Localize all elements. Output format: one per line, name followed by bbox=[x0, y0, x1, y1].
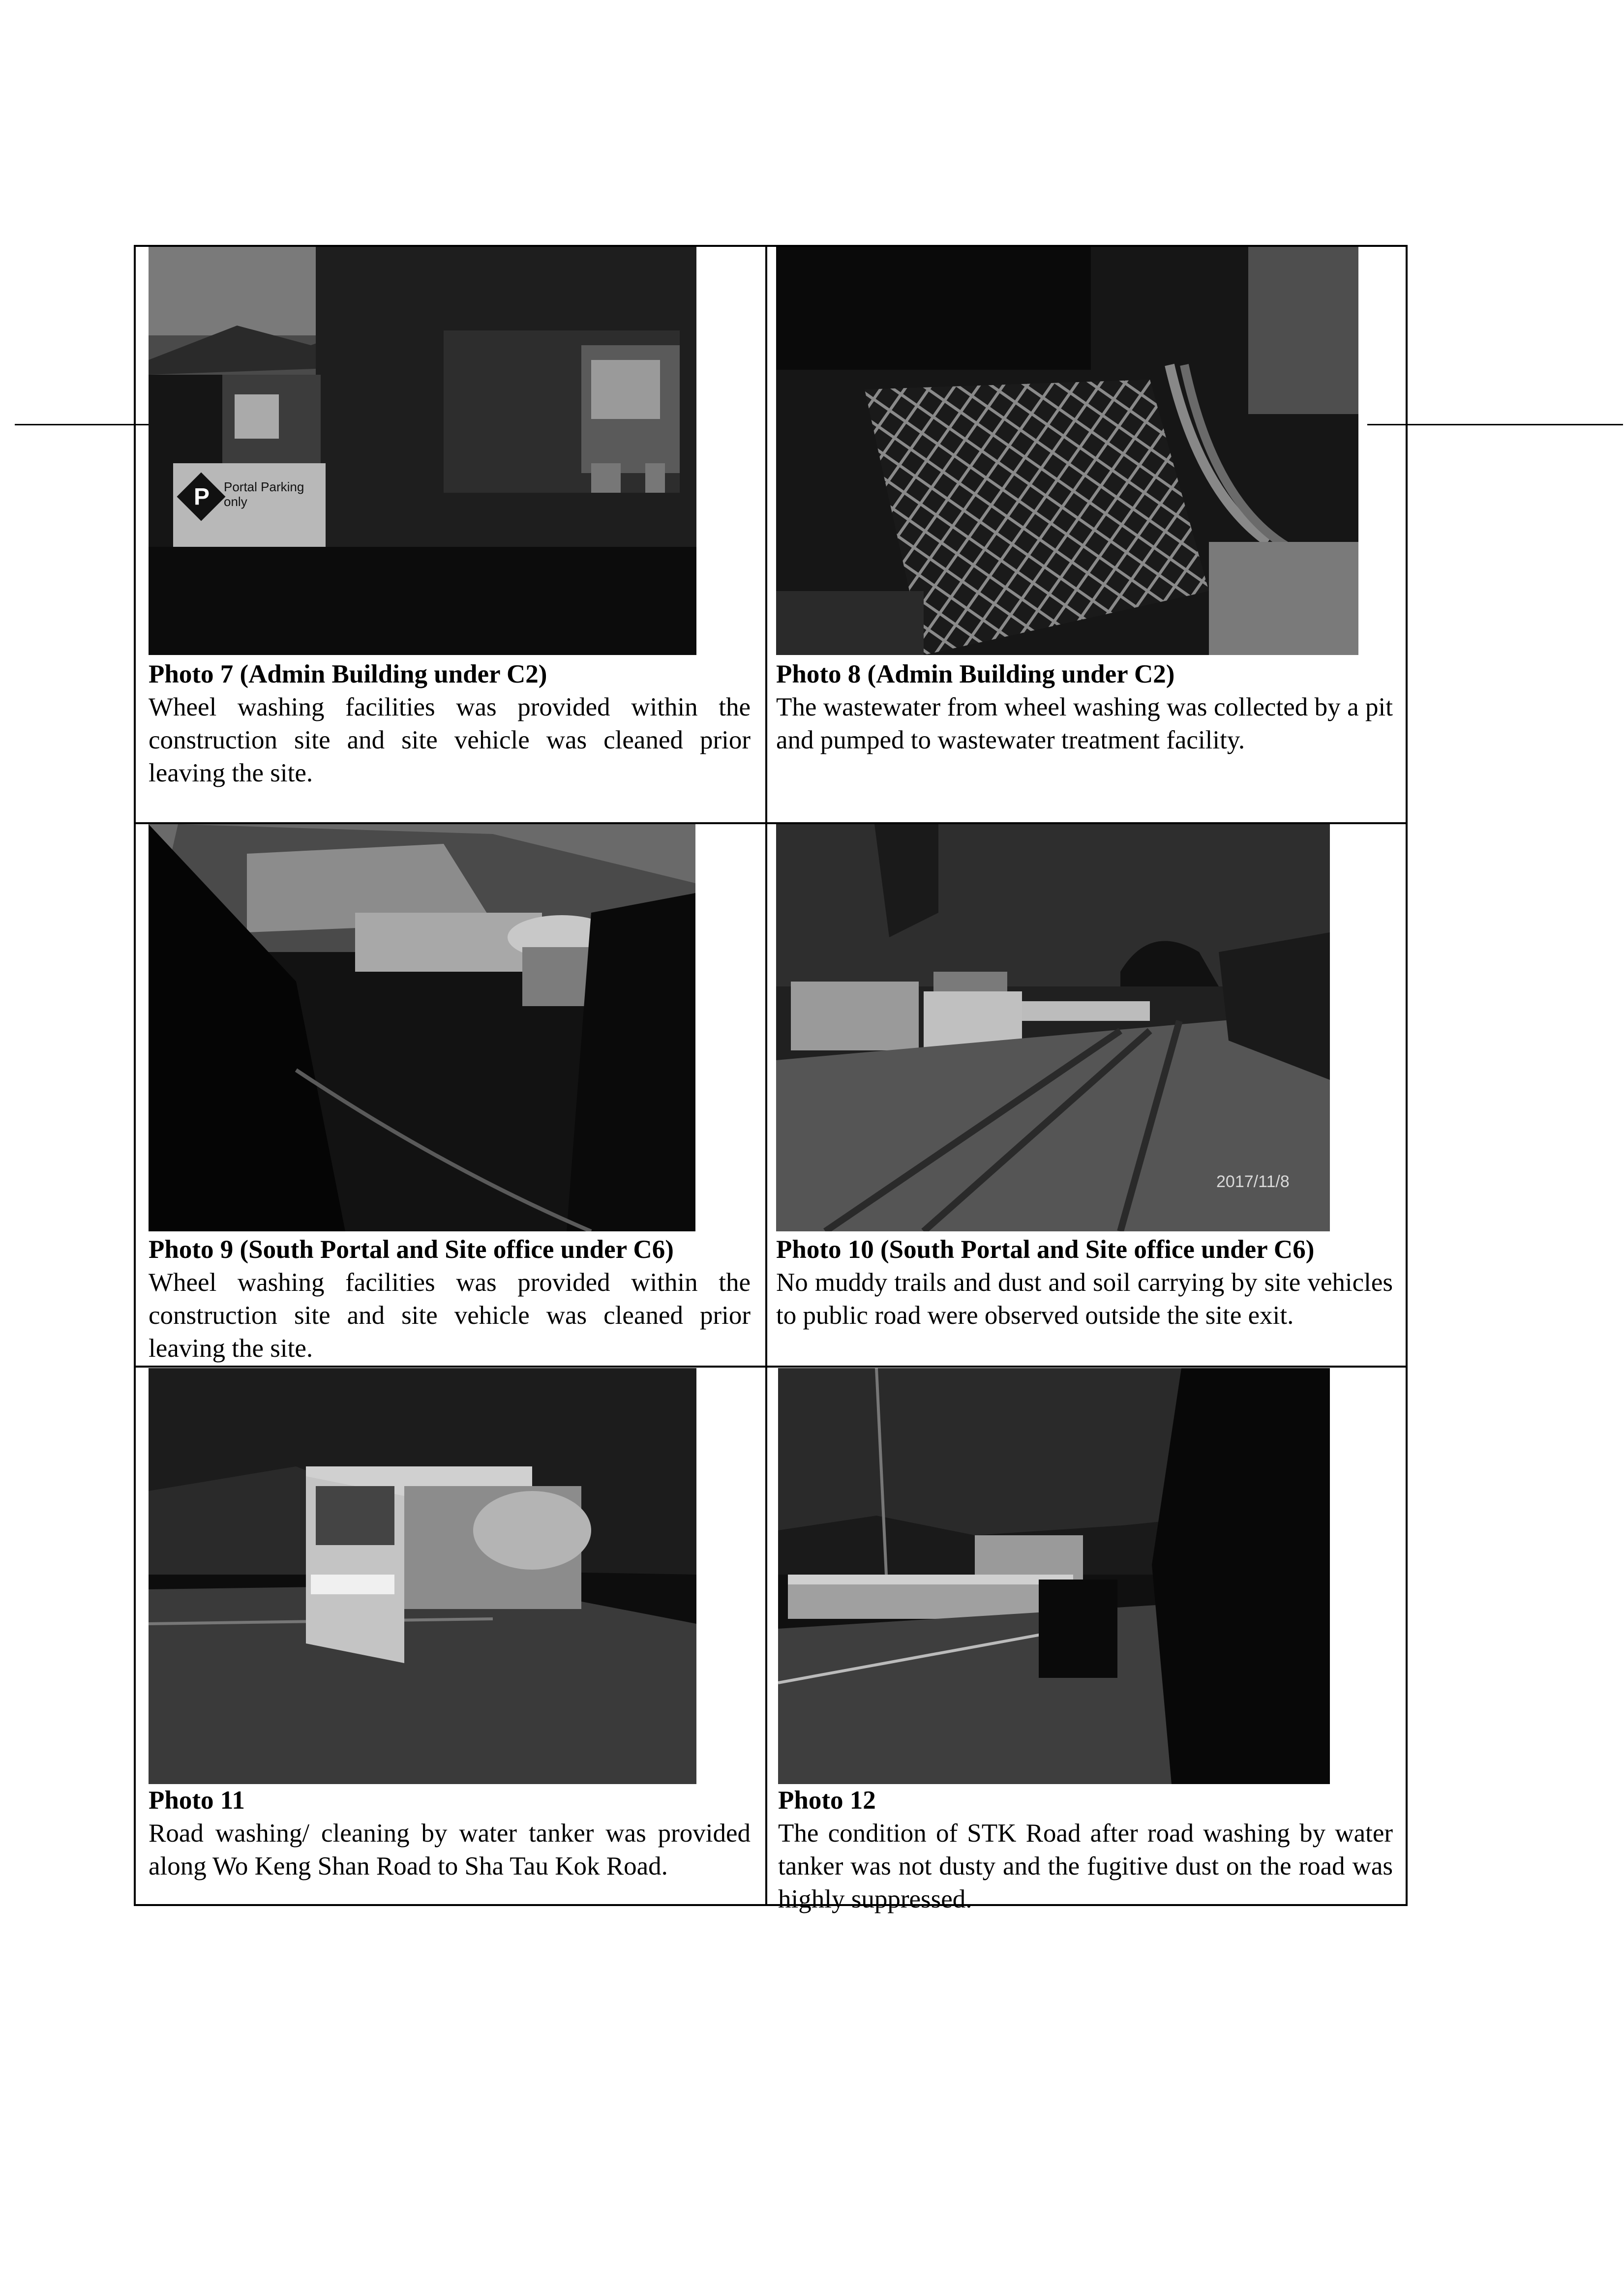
photo-7-caption bbox=[149, 658, 751, 790]
photo-9-description: Wheel washing facilities was provided within the construction site and site vehicle was cleaned prior leaving the site. bbox=[149, 1268, 751, 1363]
photo-11-title: Photo 11 bbox=[149, 1786, 245, 1815]
photo-9-image bbox=[149, 824, 695, 1231]
photo-12-title: Photo 12 bbox=[778, 1786, 876, 1815]
photo-11-image bbox=[149, 1368, 696, 1784]
photo-8-caption bbox=[776, 658, 1393, 757]
photo-10-date-stamp: 2017/11/8 bbox=[1216, 1172, 1290, 1191]
photo-9-title: Photo 9 (South Portal and Site office under C6) bbox=[149, 1235, 674, 1264]
photo-7-image bbox=[149, 247, 696, 655]
photo-8-description: The wastewater from wheel washing was collected by a pit and pumped to wastewater treatment facility. bbox=[776, 693, 1393, 754]
photo-8-image bbox=[776, 247, 1358, 655]
photo-10-caption bbox=[776, 1233, 1393, 1332]
sign-line-2: only bbox=[224, 494, 247, 509]
sign-line-1: Portal Parking bbox=[224, 479, 304, 494]
photo-11-description: Road washing/ cleaning by water tanker was provided along Wo Keng Shan Road to Sha Tau Kok Road. bbox=[149, 1819, 751, 1880]
photo-12-description: The condition of STK Road after road washing by water tanker was not dusty and the fugitive dust on the road was highly suppressed. bbox=[778, 1819, 1393, 1913]
photo-12-caption bbox=[778, 1784, 1393, 1916]
table-column-divider bbox=[765, 247, 767, 1904]
photo-7-title: Photo 7 (Admin Building under C2) bbox=[149, 660, 547, 688]
photo-12-image bbox=[778, 1368, 1330, 1784]
photo-11-caption bbox=[149, 1784, 751, 1883]
photo-10-image bbox=[776, 824, 1330, 1231]
table-row-divider-2 bbox=[136, 1366, 1406, 1368]
photo-8-title: Photo 8 (Admin Building under C2) bbox=[776, 660, 1175, 688]
photo-10-description: No muddy trails and dust and soil carrying by site vehicles to public road were observed outside the site exit. bbox=[776, 1268, 1393, 1330]
photo-7-description: Wheel washing facilities was provided within the construction site and site vehicle was cleaned prior leaving the site. bbox=[149, 693, 751, 787]
photo-10-title: Photo 10 (South Portal and Site office under C6) bbox=[776, 1235, 1315, 1264]
photo-9-caption bbox=[149, 1233, 751, 1365]
portal-parking-sign bbox=[177, 471, 320, 535]
parking-p-letter: P bbox=[193, 484, 210, 510]
